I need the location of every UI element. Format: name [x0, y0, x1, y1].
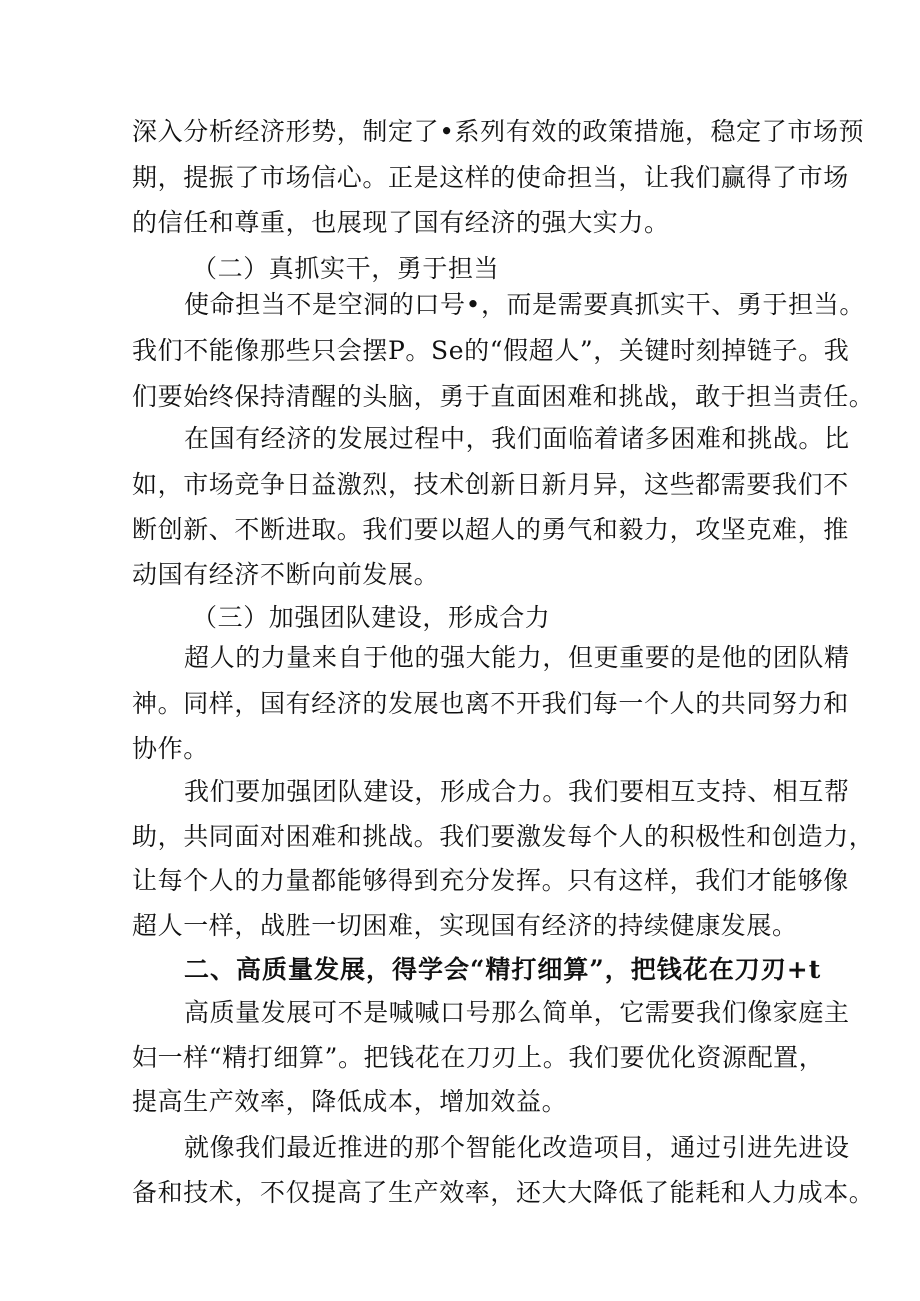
paragraph-line: 我们不能像那些只会摆P。Se的“假超人”，关键时刻掉链子。我 [132, 336, 850, 365]
paragraph-line: 超人一样，战胜一切困难，实现国有经济的持续健康发展。 [132, 911, 798, 940]
paragraph-line: 让每个人的力量都能够得到充分发挥。只有这样，我们才能够像 [132, 866, 849, 895]
paragraph-line: 断创新、不断进取。我们要以超人的勇气和毅力，攻坚克难，推 [132, 515, 849, 544]
paragraph-line: 妇一样“精打细算”。把钱花在刀刃上。我们要优化资源配置， [132, 1043, 825, 1072]
paragraph-line: 神。同样，国有经济的发展也离不开我们每一个人的共同努力和 [132, 689, 849, 718]
subsection-heading: （二）真抓实干，勇于担当 [192, 254, 500, 283]
paragraph-line: 助，共同面对困难和挑战。我们要激发每个人的积极性和创造力， [132, 822, 875, 851]
paragraph-line: 如，市场竞争日益激烈，技术创新日新月异，这些都需要我们不 [132, 470, 849, 499]
paragraph-line: 动国有经济不断向前发展。 [132, 560, 440, 589]
paragraph-line: 协作。 [132, 734, 209, 763]
paragraph-line: 的信任和尊重，也展现了国有经济的强大实力。 [132, 208, 670, 237]
paragraph-line: 们要始终保持清醒的头脑，勇于直面困难和挑战，敢于担当责任。 [132, 382, 875, 411]
paragraph-line: 期，提振了市场信心。正是这样的使命担当，让我们赢得了市场 [132, 163, 849, 192]
section-heading: 二、高质量发展，得学会“精打细算”，把钱花在刀刃+t [184, 955, 822, 984]
paragraph-line: 在国有经济的发展过程中，我们面临着诸多困难和挑战。比 [184, 424, 850, 453]
subsection-heading: （三）加强团队建设，形成合力 [192, 603, 551, 632]
paragraph-line: 深入分析经济形势，制定了•系列有效的政策措施，稳定了市场预 [132, 117, 865, 146]
paragraph-line: 备和技术，不仅提高了生产效率，还大大降低了能耗和人力成本。 [132, 1178, 875, 1207]
paragraph-line: 就像我们最近推进的那个智能化改造项目，通过引进先进设 [184, 1133, 850, 1162]
paragraph-line: 我们要加强团队建设，形成合力。我们要相互支持、相互帮 [184, 777, 850, 806]
paragraph-line: 提高生产效率，降低成本，增加效益。 [132, 1087, 568, 1116]
paragraph-line: 使命担当不是空洞的口号•，而是需要真抓实干、勇于担当。 [184, 290, 865, 319]
paragraph-line: 超人的力量来自于他的强大能力，但更重要的是他的团队精 [184, 643, 850, 672]
paragraph-line: 高质量发展可不是喊喊口号那么简单，它需要我们像家庭主 [184, 998, 850, 1027]
